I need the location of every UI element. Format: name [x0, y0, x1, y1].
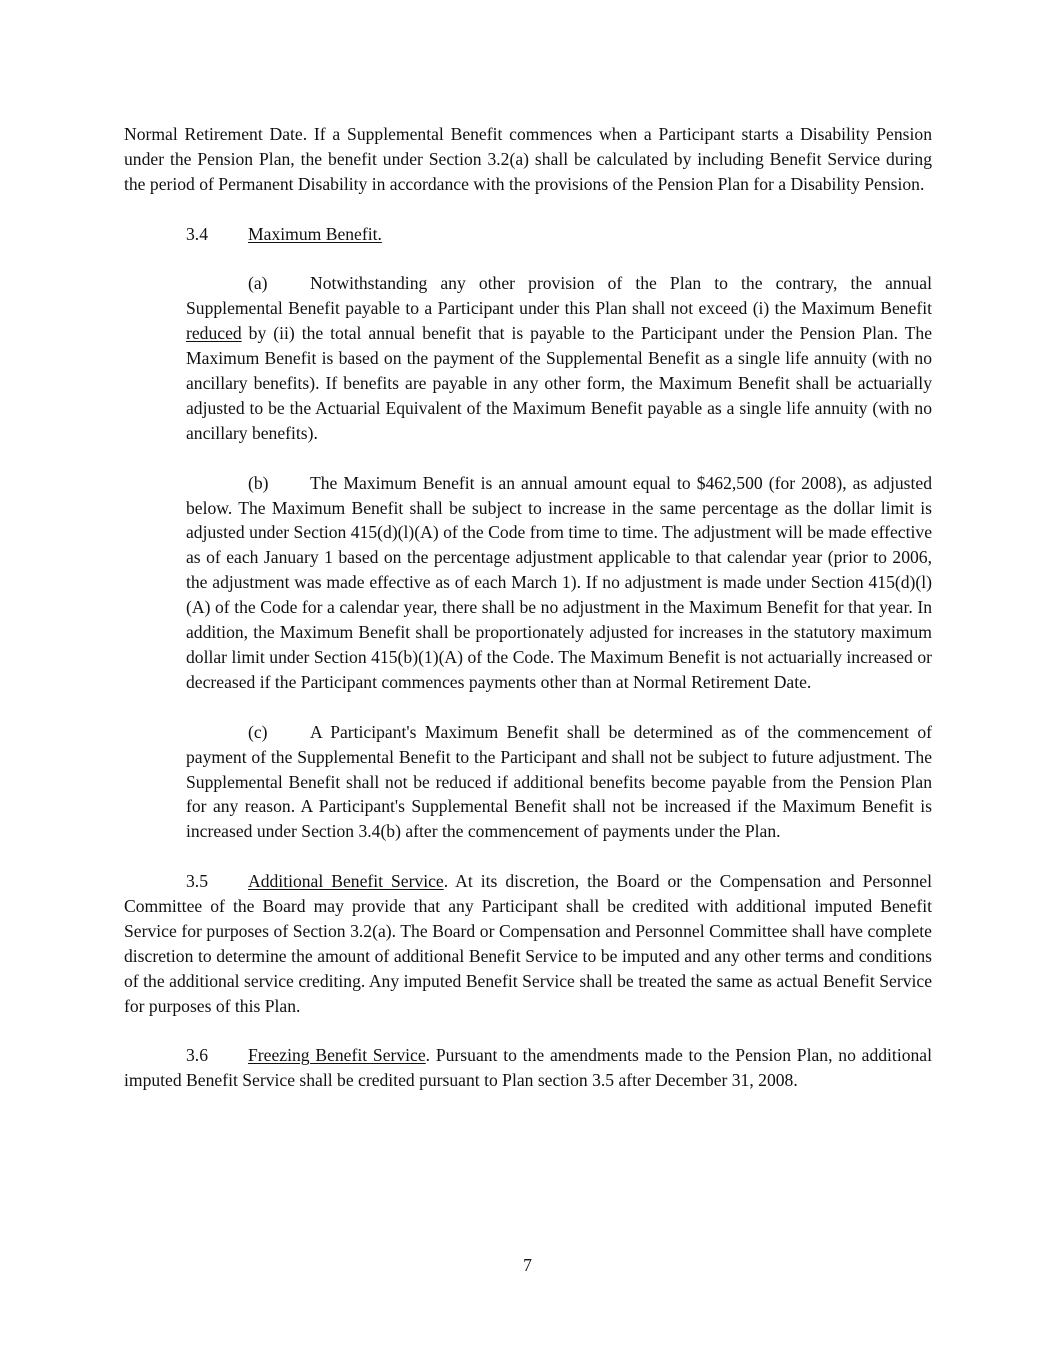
intro-paragraph: Normal Retirement Date. If a Supplemental Benefit commences when a Participant starts a Disability Pension under the Pension Plan, the benefit under Section 3.2(a) shall be calculated by including Benefit Service during the period of Permanent Disability in accordance with the provisions of the Pension Plan for a Disability Pension. — [124, 124, 932, 194]
section-3-5-number: 3.5 — [186, 871, 208, 892]
section-3-4-a-text-after: by (ii) the total annual benefit that is payable to the Participant under the Pension Plan. The Maximum Benefit is based on the payment of the Supplemental Benefit as a single life annuity (with no ancillary benefits). If benefits are payable in any other form, the Maximum Benefit shall be actuarially adjusted to be the Actuarial Equivalent of the Maximum Benefit payable as a single life annuity (with no ancillary benefits). — [186, 323, 933, 443]
section-3-5-text: . At its discretion, the Board or the Compensation and Personnel Committee of the Board may provide that any Participant shall be credited with additional imputed Benefit Service for purposes of Section 3.2(a). The Board or Compensation and Personnel Committee shall have complete discretion to determine the amount of additional Benefit Service to be imputed and any other terms and conditions of the additional service crediting. Any imputed Benefit Service shall be treated the same as actual Benefit Service for purposes of this Plan. — [124, 871, 932, 1016]
section-3-4-c — [186, 720, 932, 845]
section-3-5-title: Additional Benefit Service — [248, 871, 444, 892]
section-3-6 — [124, 1043, 932, 1093]
section-3-6-title: Freezing Benefit Service — [248, 1045, 426, 1066]
section-3-4-b-label: (b) — [248, 472, 269, 493]
section-3-5 — [124, 869, 932, 1018]
section-3-4-a-text-before: Notwithstanding any other provision of the Plan to the contrary, the annual Supplemental Benefit payable to a Participant under this Plan shall not exceed (i) the Maximum Benefit — [186, 273, 932, 319]
section-3-4-number: 3.4 — [186, 223, 208, 244]
document-page — [124, 122, 932, 1093]
section-3-4-a-emphasis: reduced — [186, 323, 242, 344]
section-3-4-a-label: (a) — [248, 273, 268, 294]
section-3-4-b-text: The Maximum Benefit is an annual amount equal to $462,500 (for 2008), as adjusted below. The Maximum Benefit shall be subject to increase in the same percentage as the dollar limit is adjusted under Section 415(d)(l)(A) of the Code from time to time. The adjustment will be made effective as of each January 1 based on the percentage adjustment applicable to that calendar year (prior to 2006, the adjustment was made effective as of each March 1). If no adjustment is made under Section 415(d)(l)(A) of the Code for a calendar year, there shall be no adjustment in the Maximum Benefit for that year. In addition, the Maximum Benefit shall be proportionately adjusted for increases in the statutory maximum dollar limit under Section 415(b)(1)(A) of the Code. The Maximum Benefit is not actuarially increased or decreased if the Participant commences payments other than at Normal Retirement Date. — [186, 472, 932, 692]
page-number: 7 — [523, 1255, 532, 1275]
section-3-4-title: Maximum Benefit. — [248, 223, 382, 244]
section-3-4-b — [186, 471, 932, 695]
section-3-4-c-label: (c) — [248, 721, 268, 742]
section-3-4-a — [186, 271, 932, 445]
section-3-4-c-text: A Participant's Maximum Benefit shall be determined as of the commencement of payment of the Supplemental Benefit to the Participant and shall not be subject to future adjustment. The Supplemental Benefit shall not be reduced if additional benefits become payable from the Pension Plan for any reason. A Participant's Supplemental Benefit shall not be increased if the Maximum Benefit is increased under Section 3.4(b) after the commencement of payments under the Plan. — [186, 721, 932, 842]
section-3-6-text: . Pursuant to the amendments made to the Pension Plan, no additional imputed Benefit Service shall be credited pursuant to Plan section 3.5 after December 31, 2008. — [124, 1045, 933, 1091]
section-3-4-heading — [186, 222, 932, 247]
section-3-6-number: 3.6 — [186, 1045, 208, 1066]
